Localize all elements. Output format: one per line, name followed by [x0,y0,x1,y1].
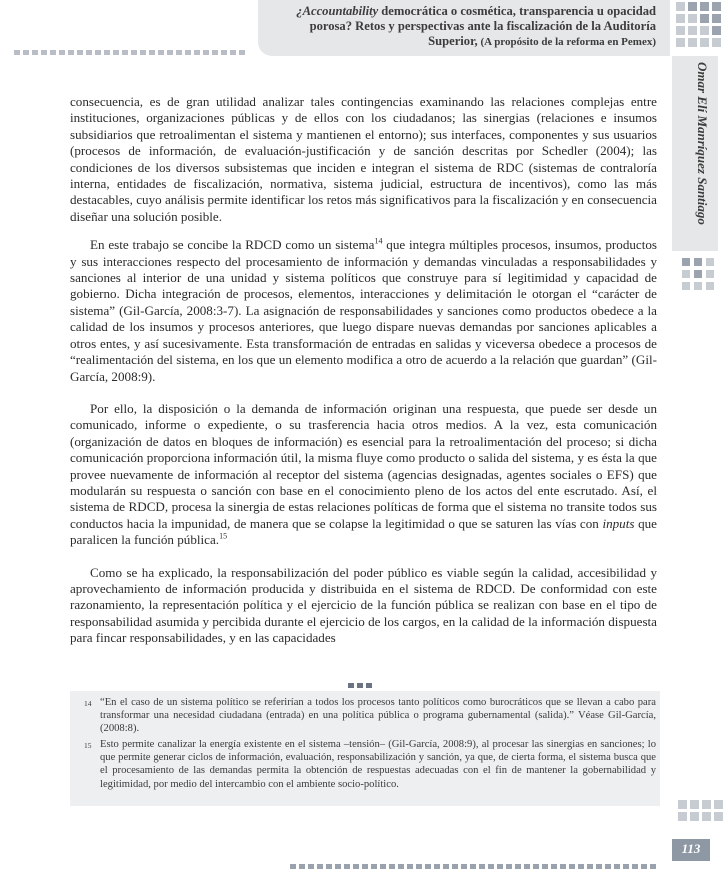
footnote-number: 15 [84,741,92,751]
paragraph-3-start: Por ello, la disposición o la demanda de información originan una respuesta, que puede ser desde un comunicado, informe o expediente, o su trasferencia hacia otros medios. A la vez, esta comunicación (organización de datos en bloques de información) es esencial para la retroalimentación del proceso; si dicha comunicación proporciona información útil, la misma fluye como producto o salida del sistema, y es ésta la que provee nuevamente de información al receptor del sistema (agencias designadas, agentes sociales o EFS) que modularán su respuesta o sanción con base en el conocimiento pleno de los actos del ente escrutado. Así, el sistema de RDCD, procesa la sinergia de estas relaciones políticas de forma que el sistema no transite todos sus conductos hacia la impunidad, de manera que se colapse la legitimidad o que se saturen las vías con [70,400,657,531]
header-title-line1: democrática o cosmética, transparencia u opacidad [378,4,656,18]
footnote-separator [348,683,372,688]
header-title-line3: Superior, [428,34,478,49]
side-author: Omar Elí Manríquez Santiago [695,62,710,225]
corner-grid-top [676,2,721,47]
paragraph-2-start: En este trabajo se concibe la RDCD como un sistema [90,237,375,253]
corner-grid-bottom [678,800,723,821]
header-title-italic: ¿Accountability [296,4,379,18]
body-text [70,94,657,663]
footnote-14 [84,696,656,735]
footnote-text: Esto permite canalizar la energía existente en el sistema –tensión– (Gil-García, 2008:9), al procesar las sinergias en sanciones; lo que permite generar ciclos de información, evaluación, responsabilización y sanción, ya que, de cierta forma, el sistema busca que el procesamiento de las demandas permita la obtención de respuestas adecuadas con el fin de mantener la gobernabilidad y legitimidad, por medio del intercambio con el ambiente socio-político. [100,739,656,790]
paragraph-3 [70,401,657,549]
footnote-number: 14 [84,699,92,708]
paragraph-3-emphasis: inputs [602,515,635,531]
footnotes [84,696,656,794]
footer-dot-rule [290,864,656,869]
footnote-ref-14[interactable]: 14 [374,236,383,246]
paragraph-2-rest: que integra múltiples procesos, insumos, productos y sus interacciones respecto del procesamiento de información y demandas vinculadas a responsabilidades y sanciones al interior de una unidad y sistema políticos que construye para sí legitimidad y capacidad de gobierno. Dicha integración de procesos, elementos, interacciones y delimitación le otorgan el “carácter de sistema” (Gil-García, 2008:3-7). La asignación de responsabilidades y sanciones como productos obedece a la calidad de los insumos y procesos anteriores, que luego dispare nuevas demandas por sanciones aplicables a otros entes, y así sucesivamente. Esta transformación de entradas en salidas y viceversa obedece a procesos de “realimentación del sistema, en los que un elemento modifica a otro de acuerdo a la relación que guardan” (Gil-García, 2008:9). [70,237,658,384]
paragraph-4: Como se ha explicado, la responsabilización del poder público es viable según la calidad, accesibilidad y aprovechamiento de información producida y distribuida en el sistema de RDCD. De conformidad con este razonamiento, la representación política y el ejercicio de la función pública se realizan con base en el tipo de responsabilidad asumida y percibida durante el ejercicio de los cargos, en la calidad de la información dispuesta para fincar responsabilidades, y en las capacidades [70,564,657,646]
header-title-note: (A propósito de la reforma en Pemex) [477,36,656,49]
side-grid [682,258,714,290]
running-header [256,4,656,51]
header-dot-rule [14,50,245,55]
page-number: 113 [681,841,701,856]
footnote-text: “En el caso de un sistema político se referirían a todos los procesos tanto políticos como burocráticos que se llevan a cabo para transformar una necesidad ciudadana (entrada) en una política pública o programa gubernamental (salida).” Véase Gil-García, (2008:8). [100,697,656,735]
footnote-ref-15[interactable]: 15 [219,531,228,541]
paragraph-1: consecuencia, es de gran utilidad analizar tales contingencias examinando las relaciones complejas entre instituciones, organizaciones públicas y de ellos con los ciudadanos; las sinergias (relaciones e insumos subsidiarios que retroalimentan el sistema y mantienen el entorno); sus interfaces, componentes y sus usuarios (procesos de información, de evaluación-justificación y de sanción descritas por Schedler (2004); las condiciones de los diversos subsistemas que inciden e integran el sistema de RDC (sistemas de contraloría interna, entidades de fiscalización, normativa, sistema judicial, estructura de incentivos), como las más destacables, cuyo análisis permite identificar los retos más significativos para la fiscalización y en consecuencia diseñar una solución posible. [70,94,657,224]
paragraph-2 [70,237,657,385]
paragraph-3-end: que paralicen la función pública. [70,515,657,548]
footnote-15 [84,738,656,790]
header-title-line2: porosa? Retos y perspectivas ante la fiscalización de la Auditoría [309,19,656,34]
